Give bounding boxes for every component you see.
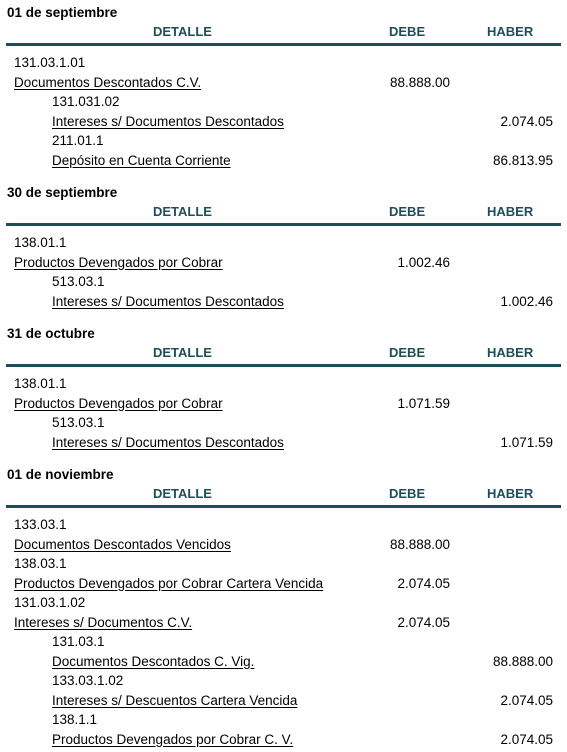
account-name: Intereses s/ Documentos Descontados: [52, 113, 284, 129]
haber-amount: 2.074.05: [500, 731, 553, 747]
account-name: Documentos Descontados Vencidos: [14, 536, 231, 552]
entry-line: [0, 731, 567, 751]
debe-amount: 2.074.05: [397, 575, 450, 591]
entry-line: [0, 414, 567, 434]
haber-header: HABER: [487, 345, 534, 360]
entry-line: [0, 375, 567, 395]
account-code: 133.03.1.02: [52, 673, 124, 688]
account-code: 138.01.1: [14, 376, 67, 391]
entry-line: [0, 594, 567, 614]
entry-line: [0, 93, 567, 113]
debe-amount: 2.074.05: [397, 614, 450, 630]
account-code: 133.03.1: [14, 517, 67, 532]
entry-line: [0, 74, 567, 94]
entry-line: [0, 54, 567, 74]
haber-header: HABER: [487, 204, 534, 219]
account-code: 131.031.02: [52, 94, 120, 109]
account-name: Productos Devengados por Cobrar C. V.: [52, 731, 294, 747]
debe-header: DEBE: [389, 486, 426, 501]
haber-amount: 2.074.05: [500, 692, 553, 708]
detalle-header: DETALLE: [153, 24, 212, 39]
account-name: Documentos Descontados C. Vig.: [52, 653, 255, 669]
entry-date: 01 de septiembre: [7, 5, 118, 20]
account-name: Productos Devengados por Cobrar: [14, 254, 223, 270]
haber-amount: 2.074.05: [500, 113, 553, 129]
entry-line: [0, 633, 567, 653]
account-name: Documentos Descontados C.V.: [14, 74, 202, 90]
header-rule: [6, 223, 561, 226]
entry-line: [0, 614, 567, 634]
entry-line: [0, 711, 567, 731]
entry-line: [0, 273, 567, 293]
haber-amount: 1.002.46: [500, 293, 553, 309]
debe-amount: 88.888.00: [389, 74, 450, 90]
account-code: 131.03.1.01: [14, 55, 86, 70]
account-code: 513.03.1: [52, 415, 105, 430]
account-name: Intereses s/ Documentos Descontados: [52, 434, 284, 450]
debe-amount: 1.002.46: [397, 254, 450, 270]
entry-line: [0, 536, 567, 556]
entry-line: [0, 692, 567, 712]
entry-line: [0, 132, 567, 152]
entry-line: [0, 152, 567, 172]
entry-line: [0, 575, 567, 595]
entry-line: [0, 653, 567, 673]
haber-amount: 88.888.00: [492, 653, 553, 669]
entry-line: [0, 293, 567, 313]
entry-line: [0, 516, 567, 536]
debe-header: DEBE: [389, 204, 426, 219]
entry-line: [0, 434, 567, 454]
haber-amount: 1.071.59: [500, 434, 553, 450]
account-name: Intereses s/ Documentos Descontados: [52, 293, 284, 309]
haber-header: HABER: [487, 24, 534, 39]
debe-header: DEBE: [389, 24, 426, 39]
entry-line: [0, 555, 567, 575]
haber-header: HABER: [487, 486, 534, 501]
debe-amount: 1.071.59: [397, 395, 450, 411]
account-name: Productos Devengados por Cobrar Cartera Vencida: [14, 575, 324, 591]
debe-amount: 88.888.00: [389, 536, 450, 552]
detalle-header: DETALLE: [153, 486, 212, 501]
entry-date: 30 de septiembre: [7, 185, 118, 200]
account-name: Intereses s/ Descuentos Cartera Vencida: [52, 692, 298, 708]
header-rule: [6, 43, 561, 46]
account-name: Intereses s/ Documentos C.V.: [14, 614, 193, 630]
account-code: 513.03.1: [52, 274, 105, 289]
account-code: 131.03.1.02: [14, 595, 86, 610]
entry-date: 01 de noviembre: [7, 467, 114, 482]
header-rule: [6, 364, 561, 367]
debe-header: DEBE: [389, 345, 426, 360]
account-name: Depósito en Cuenta Corriente: [52, 152, 231, 168]
account-code: 138.1.1: [52, 712, 98, 727]
entry-date: 31 de octubre: [7, 326, 95, 341]
account-code: 138.01.1: [14, 235, 67, 250]
entry-line: [0, 113, 567, 133]
entry-line: [0, 672, 567, 692]
entry-line: [0, 254, 567, 274]
account-name: Productos Devengados por Cobrar: [14, 395, 223, 411]
header-rule: [6, 505, 561, 508]
haber-amount: 86.813.95: [492, 152, 553, 168]
entry-line: [0, 234, 567, 254]
detalle-header: DETALLE: [153, 345, 212, 360]
account-code: 138.03.1: [14, 556, 67, 571]
entry-line: [0, 395, 567, 415]
detalle-header: DETALLE: [153, 204, 212, 219]
account-code: 131.03.1: [52, 634, 105, 649]
account-code: 211.01.1: [52, 133, 104, 148]
